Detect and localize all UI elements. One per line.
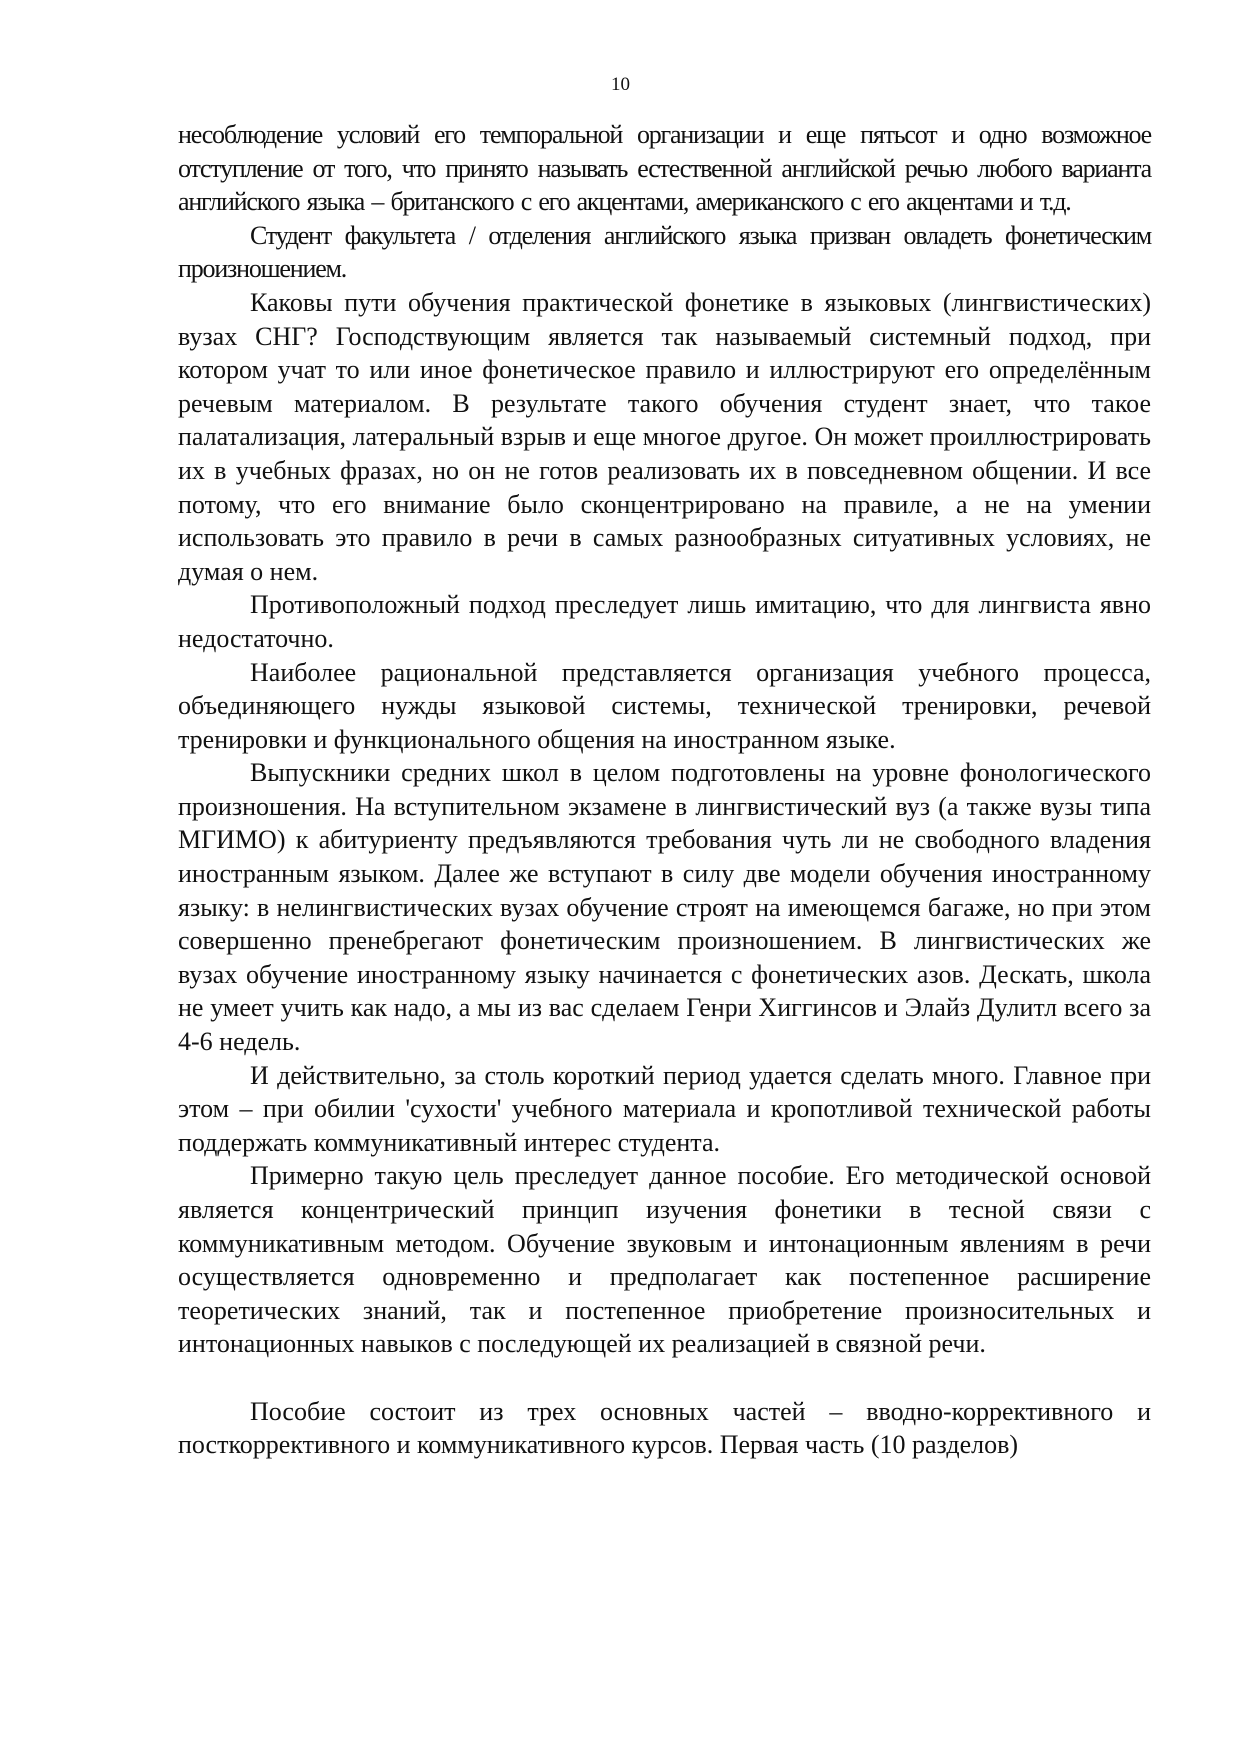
paragraph-7: И действительно, за столь короткий период удается сделать много. Главное при этом – при обилии 'сухости' учебного материала и кропотливой технической работы поддержать коммуникативный интерес студента. xyxy=(178,1060,1151,1157)
paragraph-5: Наиболее рациональной представляется организация учебного процесса, объединяющего нужды языковой системы, технической тренировки, речевой тренировки и функционального общения на иностранном языке. xyxy=(178,657,1151,754)
page-number: 10 xyxy=(611,74,630,95)
paragraph-9: Пособие состоит из трех основных частей – вводно-коррективного и посткоррективного и коммуникативного курсов. Первая часть (10 разделов) xyxy=(178,1396,1151,1460)
paragraph-8: Примерно такую цель преследует данное пособие. Его методической основой является концентрический принцип изучения фонетики в тесной связи с коммуникативным методом. Обучение звуковым и интонационным явлениям в речи осуществляется одновременно и предполагает как постепенное расширение теоретических знаний, так и постепенное приобретение произносительных и интонационных навыков с последующей их реализацией в связной речи. xyxy=(178,1161,1151,1359)
paragraph-2: Студент факультета / отделения английского языка призван овладеть фонетическим произношением. xyxy=(178,220,1151,284)
paragraph-3: Каковы пути обучения практической фонетике в языковых (лингвистических) вузах СНГ? Господствующим является так называемый системный подход, при котором учат то или иное фонетическое правило и иллюстрируют его определённым речевым материалом. В результате такого обучения студент знает, что такое палатализация, латеральный взрыв и еще многое другое. Он может проиллюстрировать их в учебных фразах, но он не готов реализовать их в повседневном общении. И все потому, что его внимание было сконцентрировано на правиле, а не на умении использовать это правило в речи в самых разнообразных ситуативных условиях, не думая о нем. xyxy=(178,287,1151,586)
body-text xyxy=(178,118,1151,1462)
paragraph-1: несоблюдение условий его темпоральной организации и еще пятьсот и одно возможное отступление от того, что принято называть естественной английской речью любого варианта английского языка – британского с его акцентами, американского с его акцентами и т.д. xyxy=(178,120,1151,217)
paragraph-4: Противоположный подход преследует лишь имитацию, что для лингвиста явно недостаточно. xyxy=(178,590,1151,653)
paragraph-6: Выпускники средних школ в целом подготовлены на уровне фонологического произношения. На вступительном экзамене в лингвистический вуз (а также вузы типа МГИМО) к абитуриенту предъявляются требования чуть ли не свободного владения иностранным языком. Далее же вступают в силу две модели обучения иностранному языку: в нелингвистических вузах обучение строят на имеющемся багаже, но при этом совершенно пренебрегают фонетическим произношением. В лингвистических же вузах обучение иностранному языку начинается с фонетических азов. Дескать, школа не умеет учить как надо, а мы из вас сделаем Генри Хиггинсов и Элайз Дулитл всего за 4-6 недель. xyxy=(178,758,1151,1057)
